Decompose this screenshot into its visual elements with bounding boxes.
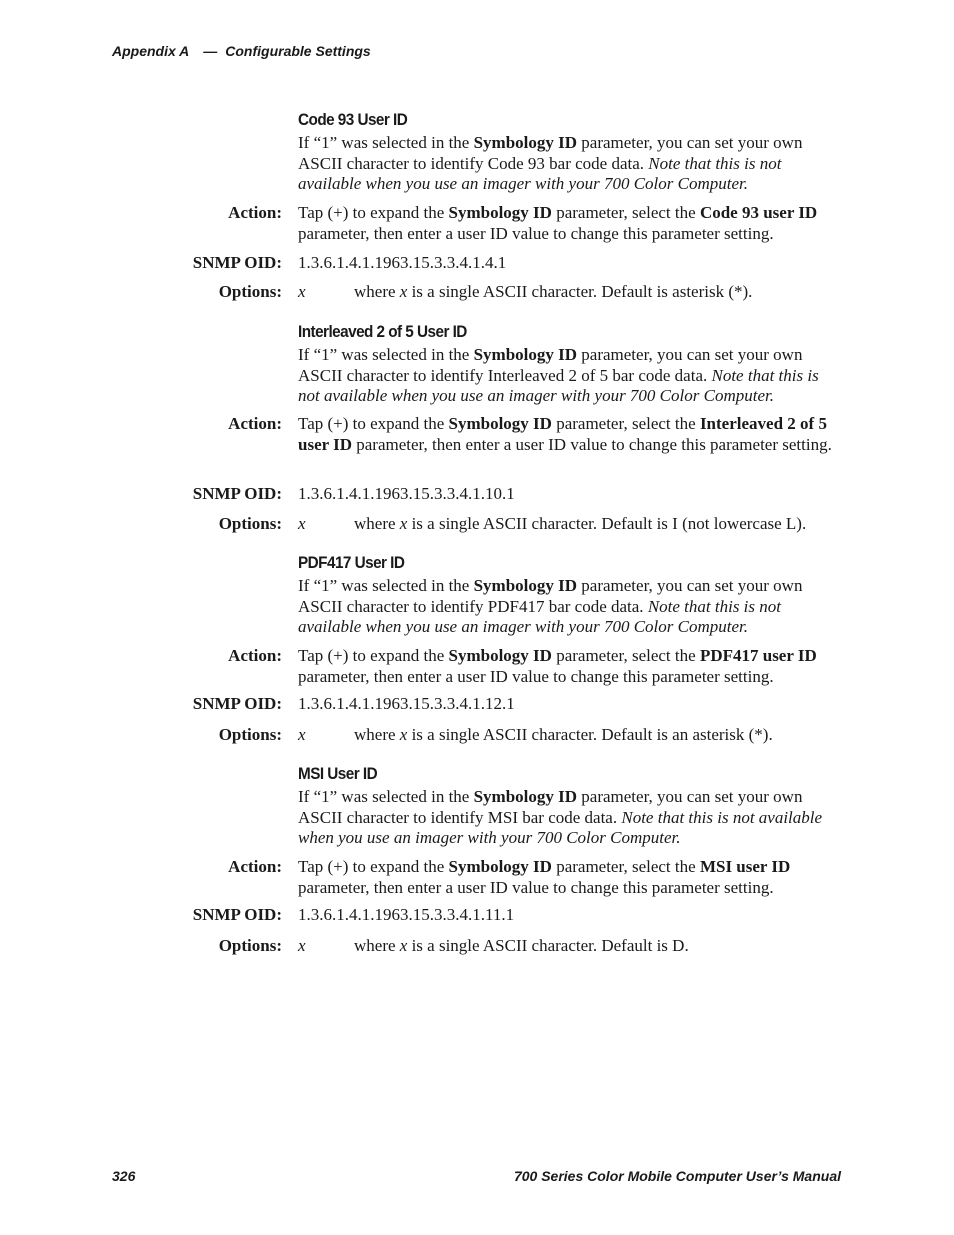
action-text: parameter, select the	[551, 414, 700, 433]
action-text: parameter, then enter a user ID value to change this parameter setting.	[298, 223, 774, 243]
section-title-interleaved: Interleaved 2 of 5 User ID	[298, 322, 467, 341]
action-label: Action:	[228, 646, 282, 665]
action-label: Action:	[228, 857, 282, 876]
option-description-pdf417	[354, 725, 773, 746]
desc-text: If “1” was selected in the	[298, 345, 474, 364]
snmp-oid-interleaved: 1.3.6.1.4.1.1963.15.3.3.4.1.10.1	[298, 484, 515, 503]
action-text: parameter, then enter a user ID value to change this parameter setting.	[352, 434, 832, 454]
options-label: Options:	[218, 514, 282, 533]
action-text-pdf417	[298, 646, 838, 687]
snmp-label: SNMP OID:	[192, 694, 282, 713]
option-description-interleaved	[354, 514, 806, 535]
desc-param: Symbology ID	[473, 133, 578, 152]
option-variable: x	[298, 725, 306, 744]
action-text: parameter, select the	[551, 646, 700, 665]
options-label: Options:	[218, 725, 282, 744]
action-text: Tap (+) to expand the	[298, 414, 449, 433]
option-text: is a single ASCII character. Default is I (not lowercase L).	[407, 514, 807, 533]
option-description-code93	[354, 282, 752, 303]
action-text-msi	[298, 857, 838, 898]
snmp-label: SNMP OID:	[192, 253, 282, 272]
desc-note: Note that this is not available when you use an imager with your 700 Color Computer.	[298, 807, 823, 847]
option-variable: x	[298, 936, 306, 955]
option-var-inline: x	[399, 936, 408, 955]
action-text: parameter, select the	[551, 857, 700, 876]
option-variable: x	[298, 282, 306, 301]
section-description-interleaved	[298, 345, 838, 407]
desc-text: parameter, you can set your own ASCII character to identify MSI bar code data.	[298, 787, 803, 827]
option-text: where	[354, 936, 400, 955]
action-text-interleaved	[298, 414, 838, 455]
action-text: Tap (+) to expand the	[298, 646, 449, 665]
action-param: Symbology ID	[448, 646, 552, 665]
snmp-oid-code93: 1.3.6.1.4.1.1963.15.3.3.4.1.4.1	[298, 253, 507, 272]
action-param: PDF417 user ID	[699, 646, 817, 665]
section-title-code93: Code 93 User ID	[298, 110, 408, 129]
action-param: Symbology ID	[448, 414, 552, 433]
action-param: Interleaved 2 of 5 user ID	[298, 414, 827, 454]
section-title-msi: MSI User ID	[298, 764, 378, 783]
action-text: parameter, then enter a user ID value to change this parameter setting.	[298, 666, 774, 686]
desc-text: parameter, you can set your own ASCII character to identify Code 93 bar code data.	[298, 133, 803, 173]
options-label: Options:	[218, 936, 282, 955]
option-text: is a single ASCII character. Default is asterisk (*).	[407, 282, 753, 301]
desc-note: Note that this is not available when you use an imager with your 700 Color Computer.	[298, 153, 782, 193]
section-description-pdf417	[298, 576, 838, 638]
option-var-inline: x	[399, 725, 408, 744]
action-text: parameter, select the	[551, 203, 700, 222]
desc-text: parameter, you can set your own ASCII character to identify Interleaved 2 of 5 bar code data.	[298, 345, 803, 385]
option-text: where	[354, 514, 400, 533]
action-param: Code 93 user ID	[699, 203, 818, 222]
options-label: Options:	[218, 282, 282, 301]
section-description-msi	[298, 787, 838, 849]
action-text: Tap (+) to expand the	[298, 203, 449, 222]
option-description-msi	[354, 936, 689, 957]
action-param: MSI user ID	[699, 857, 791, 876]
option-text: is a single ASCII character. Default is an asterisk (*).	[407, 725, 773, 744]
option-var-inline: x	[399, 514, 408, 533]
option-variable: x	[298, 514, 306, 533]
running-header	[112, 43, 371, 59]
option-text: where	[354, 282, 400, 301]
section-title-pdf417: PDF417 User ID	[298, 553, 405, 572]
page-number: 326	[112, 1168, 136, 1184]
appendix-label: Appendix A	[112, 43, 190, 59]
snmp-label: SNMP OID:	[192, 484, 282, 503]
desc-text: If “1” was selected in the	[298, 576, 474, 595]
manual-title: 700 Series Color Mobile Computer User’s Manual	[513, 1168, 841, 1184]
header-dash: —	[203, 43, 218, 59]
snmp-oid-pdf417: 1.3.6.1.4.1.1963.15.3.3.4.1.12.1	[298, 694, 515, 713]
desc-param: Symbology ID	[473, 576, 578, 595]
option-text: is a single ASCII character. Default is D.	[407, 936, 689, 955]
action-param: Symbology ID	[448, 857, 552, 876]
option-var-inline: x	[399, 282, 408, 301]
desc-note: Note that this is not available when you use an imager with your 700 Color Computer.	[298, 365, 819, 405]
section-description-code93	[298, 133, 838, 195]
action-label: Action:	[228, 414, 282, 433]
snmp-label: SNMP OID:	[192, 905, 282, 924]
action-label: Action:	[228, 203, 282, 222]
action-text: Tap (+) to expand the	[298, 857, 449, 876]
desc-note: Note that this is not available when you use an imager with your 700 Color Computer.	[298, 596, 781, 636]
action-text-code93	[298, 203, 838, 244]
desc-param: Symbology ID	[473, 345, 578, 364]
desc-text: If “1” was selected in the	[298, 133, 474, 152]
action-param: Symbology ID	[448, 203, 552, 222]
snmp-oid-msi: 1.3.6.1.4.1.1963.15.3.3.4.1.11.1	[298, 905, 515, 924]
option-text: where	[354, 725, 400, 744]
desc-param: Symbology ID	[473, 787, 578, 806]
desc-text: parameter, you can set your own ASCII character to identify PDF417 bar code data.	[298, 576, 803, 616]
appendix-title: Configurable Settings	[225, 43, 371, 59]
action-text: parameter, then enter a user ID value to change this parameter setting.	[298, 877, 774, 897]
desc-text: If “1” was selected in the	[298, 787, 474, 806]
